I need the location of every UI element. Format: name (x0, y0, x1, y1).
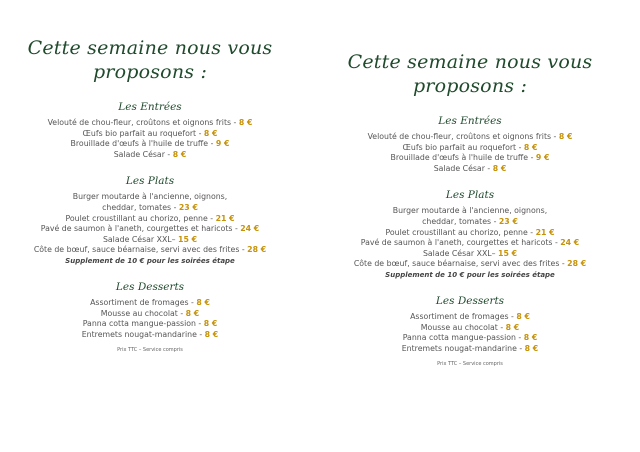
menu-item: Pavé de saumon à l'aneth, courgettes et haricots - 24 € (40, 224, 260, 234)
price: 15 € (178, 234, 198, 244)
supplement-note: Supplement de 10 € pour les soirées étape (385, 270, 555, 279)
price: 9 € (215, 139, 230, 149)
section-title-desserts: Les Desserts (435, 294, 505, 307)
price: 8 € (523, 142, 538, 152)
menu-item: Panna cotta mangue-passion - 8 € (82, 319, 218, 329)
price: 8 € (492, 163, 507, 173)
price: 8 € (524, 343, 539, 353)
menu-title-line1: Cette semaine nous vous (347, 51, 593, 73)
menu-item: Burger moutarde à l'ancienne, oignons, (392, 206, 548, 216)
menu-item: Œufs bio parfait au roquefort - 8 € (402, 142, 538, 152)
menu-title (320, 50, 620, 98)
price: 23 € (178, 202, 198, 212)
price: 15 € (498, 248, 518, 258)
menu-item: Burger moutarde à l'ancienne, oignons, (72, 192, 228, 202)
price: 8 € (558, 132, 573, 141)
menu-item: Pavé de saumon à l'aneth, courgettes et haricots - 24 € (360, 238, 580, 248)
price-footer: Prix TTC – Service compris (117, 347, 183, 354)
price: 23 € (498, 216, 518, 226)
price: 24 € (240, 224, 260, 234)
price: 8 € (203, 319, 218, 329)
section-title-plats: Les Plats (445, 189, 495, 202)
menu-item: Assortiment de fromages - 8 € (410, 311, 530, 321)
menu-title (0, 36, 300, 84)
menu-item: Œufs bio parfait au roquefort - 8 € (82, 128, 218, 138)
menu-item: Salade César - 8 € (113, 149, 187, 159)
price: 8 € (204, 329, 219, 339)
menu-item: Brouillade d'œufs à l'huile de truffe - 9 € (70, 139, 230, 149)
price: 8 € (505, 322, 520, 332)
menu-title-line1: Cette semaine nous vous (27, 37, 273, 59)
menu-item: Poulet croustillant au chorizo, penne - 21 € (65, 213, 235, 223)
menu-item: Mousse au chocolat - 8 € (100, 308, 200, 318)
price: 21 € (535, 227, 555, 237)
menu-item: Entremets nougat-mandarine - 8 € (81, 329, 219, 339)
menu-item: Brouillade d'œufs à l'huile de truffe - 9 € (390, 153, 550, 163)
price: 8 € (196, 297, 210, 307)
price: 8 € (516, 311, 530, 321)
menu-page-left (0, 36, 300, 368)
price: 21 € (215, 213, 235, 223)
menu-title-line2: proposons : (412, 75, 528, 97)
menu-page-right (320, 50, 620, 382)
menu-item: Velouté de chou-fleur, croûtons et oignons frits - 8 € (367, 132, 573, 141)
section-plats (320, 188, 620, 280)
section-desserts (0, 280, 300, 354)
menu-item: Assortiment de fromages - 8 € (90, 297, 210, 307)
section-title-desserts: Les Desserts (115, 280, 185, 293)
price: 24 € (560, 238, 580, 248)
menu-item: Panna cotta mangue-passion - 8 € (402, 333, 538, 343)
price: 28 € (247, 245, 267, 255)
menu-item: Mousse au chocolat - 8 € (420, 322, 520, 332)
menu-item: cheddar, tomates - 23 € (422, 216, 518, 226)
price-footer: Prix TTC – Service compris (437, 361, 503, 368)
section-entrees (0, 100, 300, 160)
menu-item: Velouté de chou-fleur, croûtons et oignons frits - 8 € (47, 118, 253, 127)
menu-item: Entremets nougat-mandarine - 8 € (401, 343, 539, 353)
supplement-note: Supplement de 10 € pour les soirées étape (65, 256, 235, 265)
section-desserts (320, 294, 620, 368)
menu-item: Côte de bœuf, sauce béarnaise, servi avec des frites - 28 € (33, 245, 267, 255)
section-title-plats: Les Plats (125, 175, 175, 188)
price: 9 € (535, 153, 550, 163)
menu-item: Côte de bœuf, sauce béarnaise, servi avec des frites - 28 € (353, 259, 587, 269)
price: 8 € (203, 128, 218, 138)
menu-item: Salade César XXL– 15 € (102, 234, 198, 244)
section-title-entrees: Les Entrées (438, 115, 502, 127)
section-entrees (320, 114, 620, 174)
section-plats (0, 174, 300, 266)
menu-item: Salade César - 8 € (433, 163, 507, 173)
menu-title-line2: proposons : (92, 61, 208, 83)
menu-item: Salade César XXL– 15 € (422, 248, 518, 258)
price: 8 € (185, 308, 200, 318)
menu-item: Poulet croustillant au chorizo, penne - 21 € (385, 227, 555, 237)
section-title-entrees: Les Entrées (118, 101, 182, 113)
price: 8 € (238, 118, 253, 127)
menu-item: cheddar, tomates - 23 € (102, 202, 198, 212)
price: 28 € (567, 259, 587, 269)
price: 8 € (523, 333, 538, 343)
price: 8 € (172, 149, 187, 159)
